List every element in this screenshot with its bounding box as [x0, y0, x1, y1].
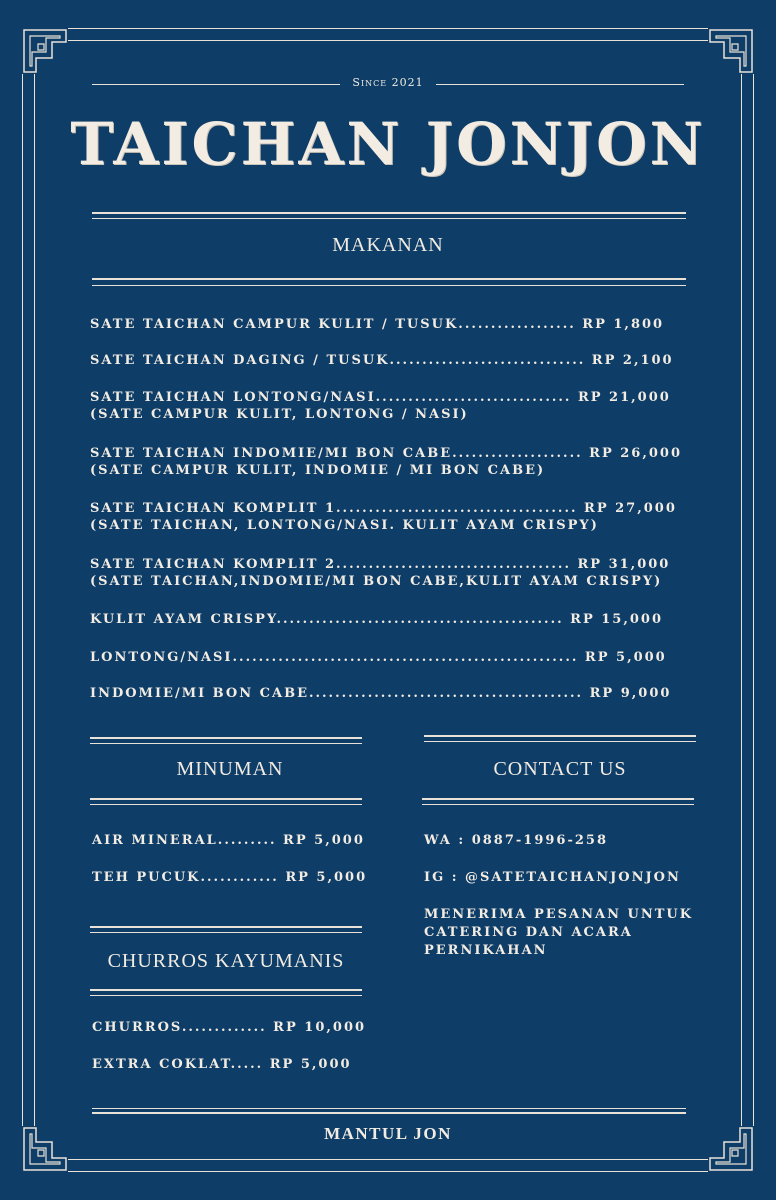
contact-bottom-rule-thin	[422, 804, 694, 805]
contact-instagram: IG : @SATETAICHANJONJON	[424, 870, 681, 885]
makanan-top-rule	[92, 212, 686, 214]
minuman-top-rule-thin	[90, 743, 362, 744]
makanan-title: MAKANAN	[332, 234, 444, 256]
menu-item: SATE TAICHAN KOMPLIT 1..................................... RP 27,000 (SATE TAICHAN, LONTONG/NASI. KULIT AYAM CRISPY)	[90, 501, 677, 533]
drink-item: AIR MINERAL......... RP 5,000	[92, 833, 365, 848]
footer-rule-thin	[92, 1108, 686, 1109]
menu-item: INDOMIE/MI BON CABE.......................................... RP 9,000	[90, 686, 672, 701]
menu-item: KULIT AYAM CRISPY............................................ RP 15,000	[90, 612, 664, 627]
contact-top-rule	[424, 735, 696, 737]
drink-item: TEH PUCUK............ RP 5,000	[92, 870, 368, 885]
corner-ornament-top-left	[22, 28, 68, 74]
contact-title: CONTACT US	[493, 758, 627, 780]
minuman-title: MINUMAN	[176, 758, 284, 780]
menu-item: SATE TAICHAN LONTONG/NASI.............................. RP 21,000 (SATE CAMPUR KULIT, LONTONG / NASI)	[90, 390, 671, 422]
contact-top-rule-thin	[424, 741, 696, 742]
churros-item: CHURROS............. RP 10,000	[92, 1020, 367, 1035]
churros-bottom-rule-thin	[90, 995, 362, 996]
corner-ornament-top-right	[708, 28, 754, 74]
minuman-top-rule	[90, 737, 362, 739]
contact-whatsapp: WA : 0887-1996-258	[424, 833, 608, 848]
footer-tagline: MANTUL JON	[324, 1124, 452, 1143]
brand-title: TAICHAN JONJON	[70, 110, 706, 178]
contact-bottom-rule	[422, 798, 694, 800]
menu-item: SATE TAICHAN DAGING / TUSUK.............................. RP 2,100	[90, 353, 674, 368]
since-label: Since 2021	[352, 76, 424, 89]
inner-frame	[34, 40, 742, 1160]
churros-top-rule-thin	[90, 932, 362, 933]
menu-item: SATE TAICHAN CAMPUR KULIT / TUSUK.................. RP 1,800	[90, 317, 665, 332]
footer-rule	[92, 1112, 686, 1114]
churros-bottom-rule	[90, 989, 362, 991]
churros-title: CHURROS KAYUMANIS	[107, 950, 345, 972]
minuman-bottom-rule	[90, 798, 362, 800]
makanan-bottom-rule	[92, 278, 686, 280]
churros-item: EXTRA COKLAT..... RP 5,000	[92, 1057, 352, 1072]
menu-item: SATE TAICHAN KOMPLIT 2.................................... RP 31,000 (SATE TAICHAN,INDOMIE/MI BON CABE,KULIT AYAM CRISPY)	[90, 557, 671, 589]
minuman-bottom-rule-thin	[90, 804, 362, 805]
menu-item: SATE TAICHAN INDOMIE/MI BON CABE.................... RP 26,000 (SATE CAMPUR KULIT, INDOMIE / MI BON CABE)	[90, 446, 683, 478]
churros-top-rule	[90, 926, 362, 928]
makanan-bottom-rule-thin	[92, 285, 686, 286]
contact-note: MENERIMA PESANAN UNTUK CATERING DAN ACARA PERNIKAHAN	[424, 907, 694, 958]
menu-item: LONTONG/NASI..................................................... RP 5,000	[90, 650, 667, 665]
makanan-top-rule-thin	[92, 218, 686, 219]
